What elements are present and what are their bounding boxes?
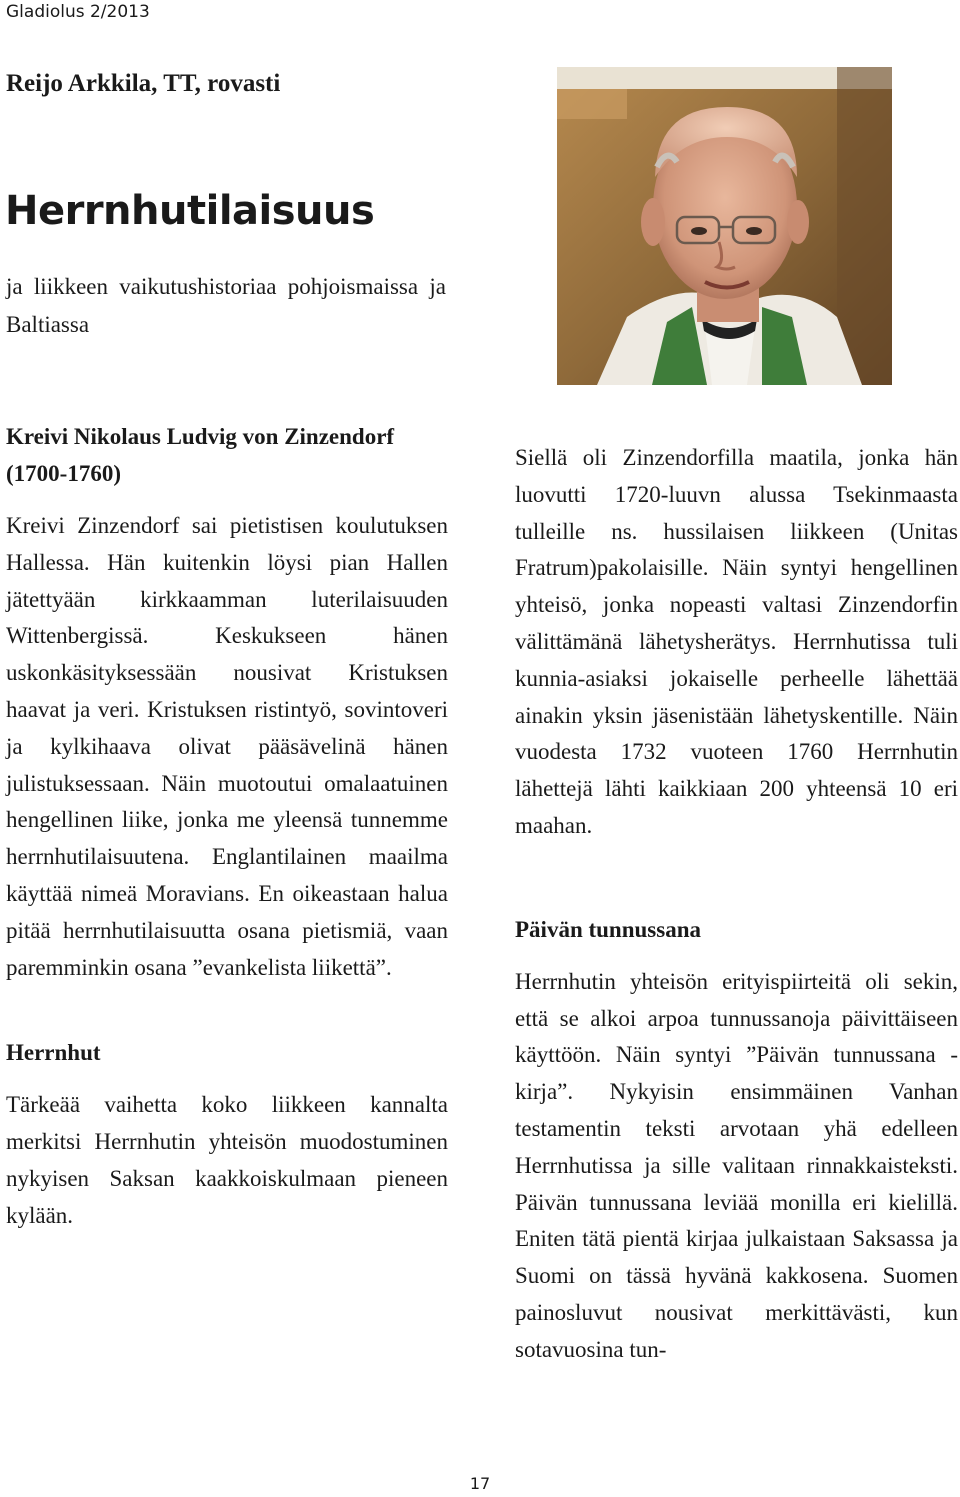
paragraph-herrnhut: Tärkeää vaihetta koko liikkeen kannalta merkitsi Herrnhutin yhteisön muodostuminen nykyisen Saksan kaakkoiskulmaan pieneen kylään. xyxy=(6,1092,448,1228)
article-title: Herrnhutilaisuus xyxy=(5,188,375,234)
article-subtitle: ja liikkeen vaikutushistoriaa pohjoismaissa ja Baltiassa xyxy=(6,274,446,337)
running-header: Gladiolus 2/2013 xyxy=(6,2,150,22)
right-column xyxy=(515,440,958,1369)
page-number: 17 xyxy=(469,1474,491,1493)
spacer xyxy=(515,845,958,911)
paragraph-herrnhut-continued: Siellä oli Zinzendorfilla maatila, jonka hän luovutti 1720-luuvn alussa Tsekinmaasta tulleille ns. hussilaisen liikkeen (Unitas Fratrum)pakolaisille. Näin syntyi hengellinen yhteisö, jonka nopeasti valtasi Zinzendorfin välittämänä lähetysherätys. Herrnhutissa tuli kunnia-asiaksi jokaiselle perheelle lähettää ainakin yksin jäsenistään lähetyskentille. Näin vuodesta 1732 vuoteen 1760 Herrnhutin lähettejä lähti kaikkiaan 200 yhteensä 10 eri maahan. xyxy=(515,445,958,838)
author-portrait-photo xyxy=(557,67,892,385)
spacer xyxy=(6,492,448,508)
spacer xyxy=(6,986,448,1034)
section-heading-herrnhut: Herrnhut xyxy=(6,1040,101,1066)
article-author: Reijo Arkkila, TT, rovasti xyxy=(6,70,281,97)
spacer xyxy=(6,1071,448,1087)
portrait-illustration xyxy=(557,67,892,385)
section-heading-zinzendorf: Kreivi Nikolaus Ludvig von Zinzendorf (1700-1760) xyxy=(6,424,395,486)
section-heading-tunnussana: Päivän tunnussana xyxy=(515,916,701,942)
left-column xyxy=(6,418,448,1235)
paragraph-tunnussana: Herrnhutin yhteisön erityispiirteitä oli sekin, että se alkoi arpoa tunnussanoja päivittäiseen käyttöön. Näin syntyi ”Päivän tunnussana -kirja”. Nykyisin ensimmäinen Vanhan testamentin teksti arvotaan yhä edelleen Herrnhutissa ja sille valitaan rinnakkaisteksti. Päivän tunnussana leviää monilla eri kielillä. Eniten tätä pientä kirjaa julkaistaan Saksassa ja Suomi on tässä hyvänä kakkosena. Suomen painosluvut nousivat merkittävästi, kun sotavuosina tun- xyxy=(515,968,958,1362)
paragraph-zinzendorf: Kreivi Zinzendorf sai pietistisen koulutuksen Hallessa. Hän kuitenkin löysi pian Hallen jätettyään kirkkaamman luterilaisuuden Wittenbergissä. Keskukseen hänen uskonkäsityksessään nousivat Kristuksen haavat ja veri. Kristuksen ristintyö, sovintoveri ja kylkihaava olivat pääsävelinä hänen julistuksessaan. Näin muotoutui omalaatuinen hengellinen liike, jonka me yleensä tunnemme herrnhutilaisuutena. Englantilainen maailma käyttää nimeä Moravians. En oikeastaan halua pitää herrnhutilaisuutta osana pietismiä, vaan paremminkin osana ”evankelista liikettä”. xyxy=(6,513,448,980)
spacer xyxy=(515,948,958,964)
